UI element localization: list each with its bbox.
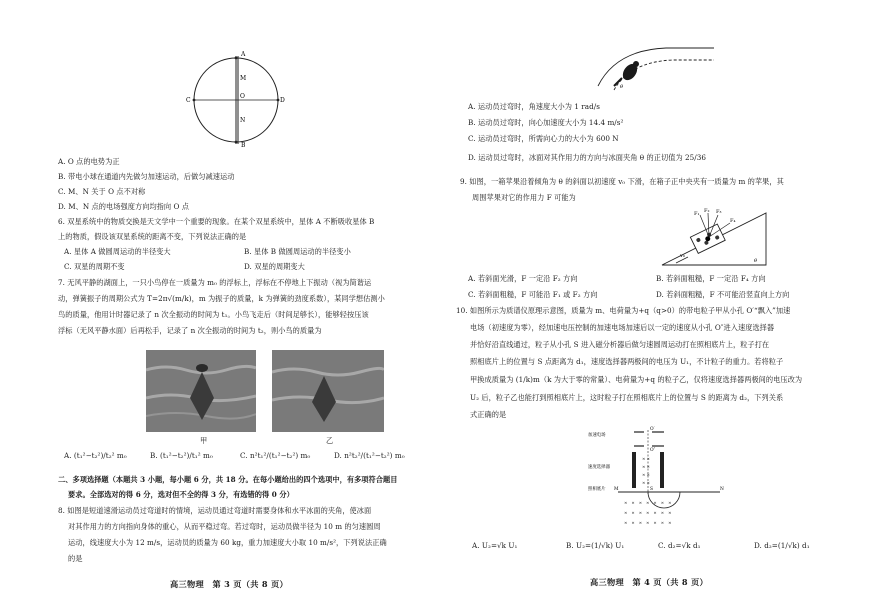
q10-stem-2: 电场（初速度为零），经加速电压控制的加速电场加速后以一定的速度从小孔 O″进入速度选择器 xyxy=(470,323,775,332)
q5-option-d: D. M、N 点的电场强度方向均指向 O 点 xyxy=(58,202,190,211)
q7-option-d: D. n²t₂²/(t₁²−t₂²) m₀ xyxy=(334,451,405,460)
q7-stem-1: 7. 无风平静的湖面上，一只小鸟停在一质量为 m₀ 的浮标上，浮标在不停地上下振动（视为简谐运 xyxy=(58,278,372,287)
q9-option-d: D. 若斜面粗糙，F 不可能沿竖直向上方向 xyxy=(656,290,790,299)
label-o: O xyxy=(240,93,245,100)
label-f1: F₁ xyxy=(694,211,700,217)
q10-stem-7: 式正确的是 xyxy=(470,410,507,419)
q10-stem-1: 10. 如图所示为质谱仪原理示意图，质量为 m、电荷量为+q（q>0）的带电粒子甲从小孔 O′“飘入”加速 xyxy=(456,306,791,315)
label-f4: F₄ xyxy=(730,218,736,224)
photo-label-jia: 甲 xyxy=(200,436,208,445)
footer-page-3: 高三物理 第 3 页（共 8 页） xyxy=(170,579,288,589)
svg-text:× ×: × × xyxy=(642,464,650,469)
q8-stem-1: 8. 如图是短道速滑运动员过弯道时的情境，运动员通过弯道时需要身体和水平冰面的夹角，使冰面 xyxy=(58,506,372,515)
q8-stem-3: 运动，线速度大小为 12 m/s，运动员的质量为 60 kg，重力加速度大小取 10 m/s²，下列说法正确 xyxy=(68,538,387,547)
q5-option-b: B. 带电小球在通道内先做匀加速运动，后做匀减速运动 xyxy=(58,172,235,181)
label-accel-field: 加速电场 xyxy=(588,433,606,438)
label-f2: F₂ xyxy=(704,208,710,214)
q8-stem-4: 的是 xyxy=(68,554,83,563)
apple-box-incline-figure xyxy=(658,205,770,269)
footer-page-4: 高三物理 第 4 页（共 8 页） xyxy=(590,577,708,587)
svg-text:× × × × × × ×: × × × × × × × xyxy=(624,500,672,505)
section-2-title-1: 二、多项选择题（本题共 3 小题，每小题 6 分，共 18 分。在每小题给出的四个选项中，有多项符合题目 xyxy=(58,475,398,484)
q10-stem-5: 甲换成质量为 (1/k)m（k 为大于零的常量）、电荷量为+q 的粒子乙，仅将速度选择器两极间的电压改为 xyxy=(470,375,803,384)
q9-option-b: B. 若斜面粗糙，F 一定沿 F₄ 方向 xyxy=(656,274,766,283)
q5-option-a: A. O 点的电势为正 xyxy=(58,157,120,166)
label-m: M xyxy=(240,75,247,82)
label-o-double-prime: O″ xyxy=(650,448,656,453)
label-a: A xyxy=(241,51,246,58)
svg-text:× × × × × × ×: × × × × × × × xyxy=(624,520,672,525)
speed-skater-figure xyxy=(596,40,716,96)
q9-stem-1: 9. 如图，一箱苹果沿着倾角为 θ 的斜面以初速度 v₀ 下滑，在箱子正中央夹有一质量为 m 的苹果，其 xyxy=(460,177,784,186)
photo-label-yi: 乙 xyxy=(326,436,334,445)
q7-stem-3: 鸟的质量，他用计时器记录了 n 次全振动的时间为 t₁。小鸟飞走后（时间足够长），能够轻按压该 xyxy=(58,310,369,319)
q8-option-d: D. 运动员过弯时，冰面对其作用力的方向与冰面夹角 θ 的正切值为 25/36 xyxy=(468,153,706,162)
q8-option-c: C. 运动员过弯时，所需向心力的大小为 600 N xyxy=(468,134,619,143)
label-o-prime: O′ xyxy=(650,427,655,432)
q10-stem-3: 并恰好沿直线通过，粒子从小孔 S 进入磁分析器后做匀速圆周运动打在照相底片上，粒子打在 xyxy=(470,340,770,349)
label-v0: v₀ xyxy=(680,253,685,259)
q6-option-b: B. 星体 B 做圆周运动的半径变小 xyxy=(244,247,351,256)
q7-option-b: B. (t₁²−t₂²)/t₁² m₀ xyxy=(150,451,213,460)
q10-option-d: D. d₂=(1/√k) d₁ xyxy=(754,541,810,550)
q8-option-a: A. 运动员过弯时，角速度大小为 1 rad/s xyxy=(468,102,600,111)
q6-stem-2: 上的物质，假设该双星系统的距离不变，下列说法正确的是 xyxy=(58,232,247,241)
label-c: C xyxy=(186,97,191,104)
label-s: S xyxy=(650,487,654,492)
label-m: M xyxy=(614,487,619,492)
buoy-photo-yi xyxy=(272,350,384,432)
q10-option-b: B. U₂=(1/√k) U₁ xyxy=(566,541,625,550)
q6-option-a: A. 星体 A 做圆周运动的半径变大 xyxy=(64,247,171,256)
q8-option-b: B. 运动员过弯时，向心加速度大小为 14.4 m/s² xyxy=(468,118,624,127)
section-2-title-2: 要求。全部选对的得 6 分，选对但不全的得 3 分，有选错的得 0 分） xyxy=(68,490,294,499)
q7-option-c: C. n²t₁²/(t₁²−t₂²) m₀ xyxy=(240,451,311,460)
label-b: B xyxy=(241,142,246,148)
svg-text:× ×: × × xyxy=(642,456,650,461)
circle-channel-figure xyxy=(186,50,286,148)
q10-stem-6: U₂ 后，粒子乙也能打到照相底片上，这时粒子打在照相底片上的位置与 S 的距离为 d₂，下列关系 xyxy=(470,393,784,402)
q5-option-c: C. M、N 关于 O 点不对称 xyxy=(58,187,146,196)
svg-text:× ×: × × xyxy=(642,472,650,477)
label-velocity-selector: 速度选择器 xyxy=(588,465,610,470)
label-n: N xyxy=(240,117,246,124)
label-d: D xyxy=(280,97,285,104)
label-theta: θ xyxy=(754,258,758,264)
q9-option-a: A. 若斜面光滑，F 一定沿 F₂ 方向 xyxy=(468,274,578,283)
q6-option-d: D. 双星的周期变大 xyxy=(244,262,305,271)
buoy-photo-jia xyxy=(146,350,256,432)
label-n: N xyxy=(720,487,724,492)
q10-option-c: C. d₂=√k d₁ xyxy=(658,541,701,550)
q10-option-a: A. U₂=√k U₁ xyxy=(472,541,518,550)
q10-stem-4: 照相底片上的位置与 S 点距离为 d₁，速度选择器两极间的电压为 U₁，不计粒子的重力。若将粒子 xyxy=(470,357,784,366)
svg-text:× × × × × × ×: × × × × × × × xyxy=(624,510,672,515)
q7-stem-2: 动，弹簧振子的周期公式为 T=2π√(m/k)，m 为振子的质量，k 为弹簧的劲度系数），某同学想估测小 xyxy=(58,294,385,303)
q7-stem-4: 浮标（无风平静水面）后再松手，记录了 n 次全振动的时间为 t₂，则小鸟的质量为 xyxy=(58,326,322,335)
label-f3: F₃ xyxy=(716,209,722,215)
label-photo-film: 照相底片 xyxy=(588,487,606,492)
q7-option-a: A. (t₁²−t₂²)/t₂² m₀ xyxy=(64,451,127,460)
svg-text:× ×: × × xyxy=(642,480,650,485)
q6-option-c: C. 双星的周期不变 xyxy=(64,262,125,271)
mass-spectrometer-figure xyxy=(588,426,728,530)
q9-option-c: C. 若斜面粗糙，F 可能沿 F₁ 或 F₂ 方向 xyxy=(468,290,598,299)
q9-stem-2: 周围苹果对它的作用力 F 可能为 xyxy=(472,193,576,202)
svg-text:θ: θ xyxy=(620,84,624,90)
q6-stem-1: 6. 双星系统中的物质交换是天文学中一个重要的现象。在某个双星系统中，星体 A 不断吸收星体 B xyxy=(58,217,375,226)
q8-stem-2: 对其作用力的方向指向身体的重心，从而平稳过弯。若过弯时，运动员做半径为 10 m 的匀速圆周 xyxy=(68,522,381,531)
